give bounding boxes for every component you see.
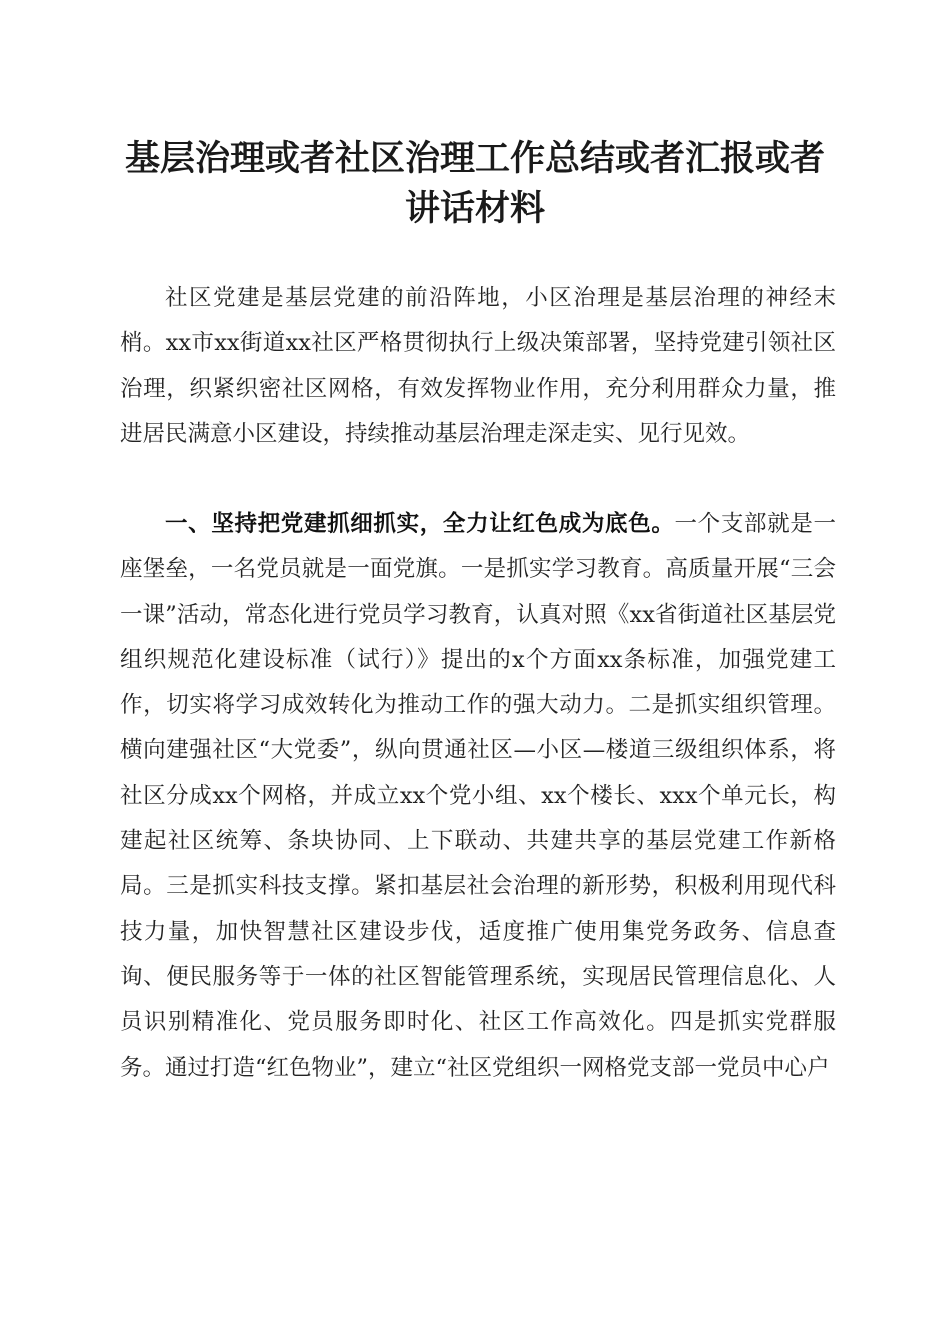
document-title-line-2: 讲话材料 — [404, 188, 545, 229]
intro-paragraph: 社区党建是基层党建的前沿阵地，小区治理是基层治理的神经末梢。xx市xx街道xx社区严格贯彻执行上级决策部署，坚持党建引领社区治理，织紧织密社区网格，有效发挥物业作用，充分利用群众力量，推进居民满意小区建设，持续推动基层治理走深走实、见行见效。 — [120, 285, 836, 447]
section-1-body: 一个支部就是一座堡垒，一名党员就是一面党旗。一是抓实学习教育。高质量开展“三会一课”活动，常态化进行党员学习教育，认真对照《xx省街道社区基层党组织规范化建设标准（试行）》提出的x个方面xx条标准，加强党建工作，切实将学习成效转化为推动工作的强大动力。二是抓实组织管理。横向建强社区“大党委”，纵向贯通社区—小区—楼道三级组织体系，将社区分成xx个网格，并成立xx个党小组、xx个楼长、xxx个单元长，构建起社区统筹、条块协同、上下联动、共建共享的基层党建工作新格局。三是抓实科技支撑。紧扣基层社会治理的新形势，积极利用现代科技力量，加快智慧社区建设步伐，适度推广使用集党务政务、信息查询、便民服务等于一体的社区智能管理系统，实现居民管理信息化、人员识别精准化、党员服务即时化、社区工作高效化。四是抓实党群服务。通过打造“红色物业”，建立“社区党组织一网格党支部一党员中心户 — [120, 511, 836, 1081]
section-1-paragraph — [120, 502, 836, 1091]
section-1-heading: 一、坚持把党建抓细抓实，全力让红色成为底色。 — [165, 511, 675, 537]
document-title-line-1: 基层治理或者社区治理工作总结或者汇报或者 — [124, 138, 825, 179]
